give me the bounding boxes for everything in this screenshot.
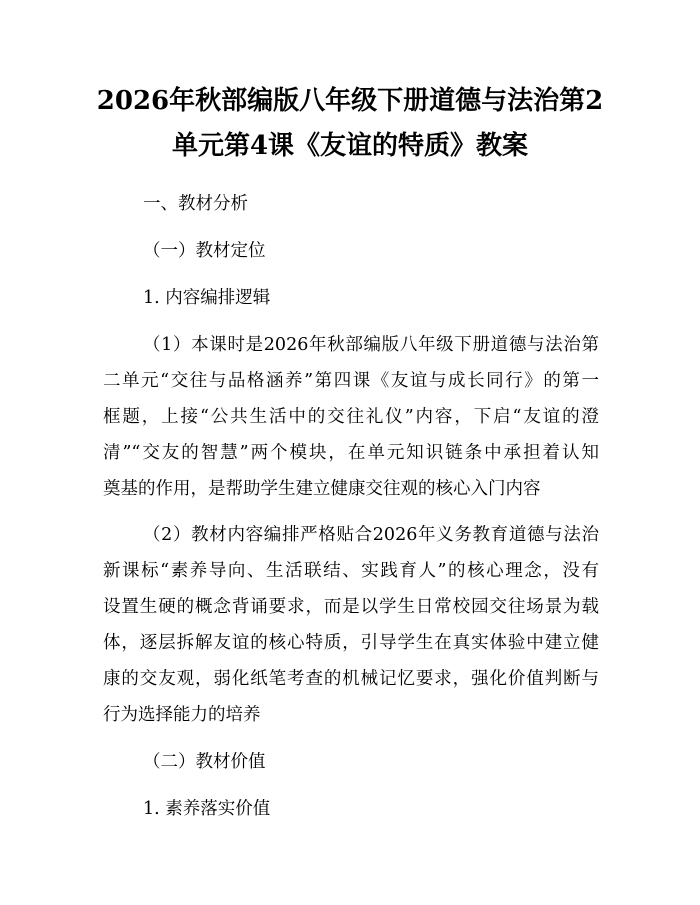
paragraph-2-line-4: 体，逐层拆解友谊的核心特质，引导学生在真实体验中建立健 — [103, 633, 599, 653]
paragraph-1-line-1: （1）本课时是2026年秋部编版八年级下册道德与法治第 — [143, 335, 599, 355]
paragraph-2-line-6: 行为选择能力的培养 — [103, 705, 261, 725]
item-heading-1: 1. 内容编排逻辑 — [143, 288, 271, 308]
paragraph-1-line-2: 二单元“交往与品格涵养”第四课《友谊与成长同行》的第一 — [103, 371, 599, 391]
subsection-heading-1-2: （二）教材价值 — [143, 752, 266, 772]
item-heading-2: 1. 素养落实价值 — [143, 799, 271, 819]
paragraph-1-line-5: 奠基的作用，是帮助学生建立健康交往观的核心入门内容 — [103, 479, 541, 499]
paragraph-2-line-2: 新课标“素养导向、生活联结、实践育人”的核心理念，没有 — [103, 561, 599, 581]
paragraph-2-line-1: （2）教材内容编排严格贴合2026年义务教育道德与法治 — [143, 525, 599, 545]
document-title-line-2: 单元第4课《友谊的特质》教案 — [171, 131, 529, 161]
paragraph-2-line-5: 康的交友观，弱化纸笔考查的机械记忆要求，强化价值判断与 — [103, 669, 599, 689]
paragraph-2-line-3: 设置生硬的概念背诵要求，而是以学生日常校园交往场景为载 — [103, 597, 599, 617]
paragraph-1-line-3: 框题，上接“公共生活中的交往礼仪”内容，下启“友谊的澄 — [103, 407, 599, 427]
subsection-heading-1-1: （一）教材定位 — [143, 241, 266, 261]
paragraph-1-line-4: 清”“交友的智慧”两个模块，在单元知识链条中承担着认知 — [103, 443, 599, 463]
section-heading-1: 一、教材分析 — [143, 194, 248, 214]
document-title-line-1: 2026年秋部编版八年级下册道德与法治第2 — [96, 86, 604, 116]
